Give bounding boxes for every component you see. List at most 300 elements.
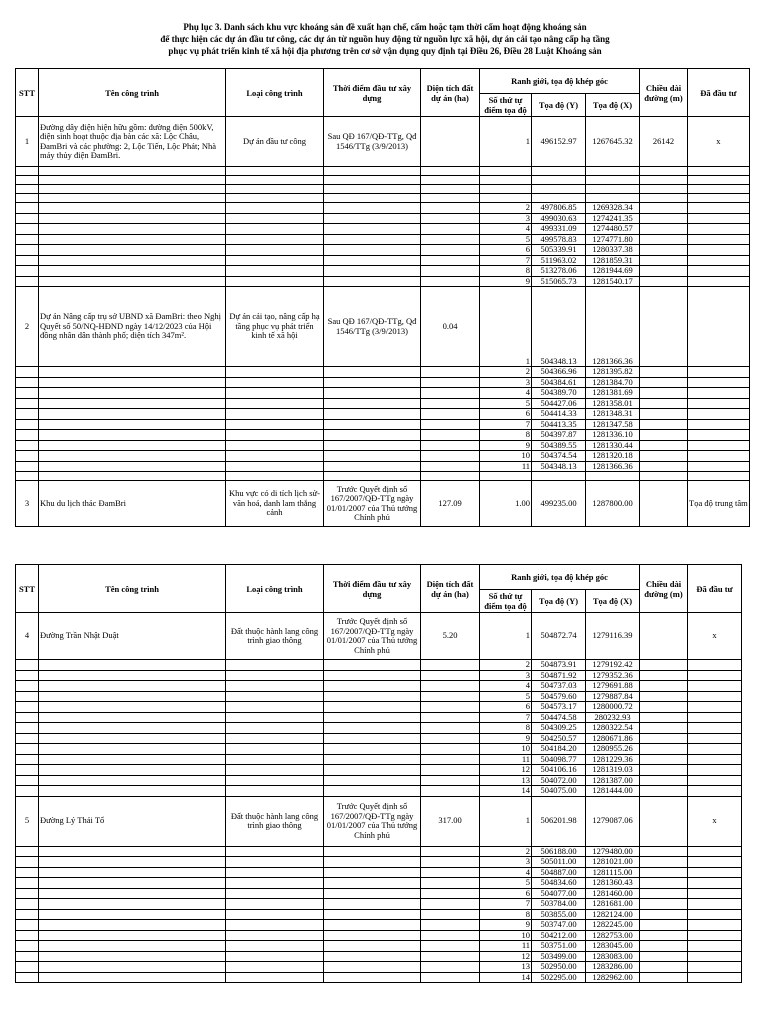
empty-cell bbox=[39, 754, 226, 765]
empty-cell bbox=[324, 203, 421, 214]
empty-cell bbox=[39, 167, 226, 176]
empty-cell bbox=[39, 409, 226, 420]
empty-cell bbox=[421, 878, 480, 889]
project-type: Đất thuộc hành lang công trình giao thông bbox=[226, 796, 324, 846]
empty-cell bbox=[16, 377, 39, 388]
empty-cell bbox=[226, 266, 324, 277]
empty-cell bbox=[324, 440, 421, 451]
coordinate-row bbox=[16, 276, 750, 287]
empty-cell bbox=[421, 702, 480, 713]
empty-cell bbox=[324, 941, 421, 952]
point-number: 7 bbox=[480, 255, 532, 266]
project-type: Dự án đầu tư công bbox=[226, 117, 324, 167]
empty-cell bbox=[324, 461, 421, 472]
empty-cell bbox=[586, 194, 640, 203]
coordinate-row bbox=[16, 951, 742, 962]
empty-cell bbox=[586, 472, 640, 481]
coordinate-x: 1279887.84 bbox=[586, 691, 640, 702]
coordinate-y: 504384.61 bbox=[532, 377, 586, 388]
empty-cell bbox=[640, 409, 688, 420]
empty-cell bbox=[16, 846, 39, 857]
header-investment-time: Thời điểm đầu tư xây dựng bbox=[324, 69, 421, 117]
header-area: Diện tích đất dự án (ha) bbox=[421, 565, 480, 613]
empty-cell bbox=[39, 972, 226, 983]
empty-cell bbox=[39, 765, 226, 776]
empty-cell bbox=[688, 702, 742, 713]
point-number: 7 bbox=[480, 712, 532, 723]
coordinate-row bbox=[16, 213, 750, 224]
invested-mark: Tọa độ trung tâm bbox=[688, 481, 750, 527]
empty-cell bbox=[688, 398, 750, 409]
coordinate-x: 1274771.80 bbox=[586, 234, 640, 245]
empty-cell bbox=[688, 185, 750, 194]
point-number: 1 bbox=[480, 287, 532, 367]
coordinate-row bbox=[16, 786, 742, 797]
empty-cell bbox=[688, 867, 742, 878]
coordinate-row bbox=[16, 409, 750, 420]
empty-cell bbox=[16, 941, 39, 952]
empty-cell bbox=[226, 951, 324, 962]
empty-cell bbox=[16, 388, 39, 399]
empty-cell bbox=[324, 867, 421, 878]
header-investment-time: Thời điểm đầu tư xây dựng bbox=[324, 565, 421, 613]
coordinate-y: 503751.00 bbox=[532, 941, 586, 952]
empty-cell bbox=[39, 670, 226, 681]
coordinate-y: 496152.97 bbox=[532, 117, 586, 167]
header-coordinate-y: Tọa độ (Y) bbox=[532, 94, 586, 117]
empty-cell bbox=[324, 185, 421, 194]
project-row bbox=[16, 287, 750, 367]
coordinate-x: 1283286.00 bbox=[586, 962, 640, 973]
coordinate-row bbox=[16, 451, 750, 462]
point-number: 13 bbox=[480, 775, 532, 786]
empty-cell bbox=[324, 744, 421, 755]
empty-cell bbox=[421, 430, 480, 441]
empty-cell bbox=[39, 451, 226, 462]
project-row bbox=[16, 117, 750, 167]
empty-cell bbox=[226, 185, 324, 194]
empty-cell bbox=[16, 167, 39, 176]
empty-cell bbox=[688, 194, 750, 203]
empty-cell bbox=[39, 213, 226, 224]
empty-cell bbox=[688, 941, 742, 952]
project-name: Dự án Nâng cấp trụ sở UBND xã ĐamBri: theo Nghị Quyết số 50/NQ-HĐND ngày 14/12/2023 của Hội đồng nhân dân thành phố; diện tích 347m². bbox=[39, 287, 226, 367]
empty-cell bbox=[421, 377, 480, 388]
header-project-name: Tên công trình bbox=[39, 565, 226, 613]
empty-cell bbox=[688, 846, 742, 857]
empty-cell bbox=[39, 234, 226, 245]
empty-cell bbox=[16, 744, 39, 755]
empty-cell bbox=[226, 775, 324, 786]
coordinate-row bbox=[16, 744, 742, 755]
empty-cell bbox=[324, 176, 421, 185]
point-number: 6 bbox=[480, 245, 532, 256]
empty-cell bbox=[39, 660, 226, 671]
coordinate-x: 1282753.00 bbox=[586, 930, 640, 941]
empty-cell bbox=[688, 440, 750, 451]
empty-cell bbox=[688, 733, 742, 744]
empty-cell bbox=[688, 419, 750, 430]
mineral-area-table-2 bbox=[15, 564, 742, 983]
empty-cell bbox=[688, 962, 742, 973]
point-number: 2 bbox=[480, 846, 532, 857]
empty-cell bbox=[688, 786, 742, 797]
empty-cell bbox=[421, 440, 480, 451]
empty-cell bbox=[640, 786, 688, 797]
empty-cell bbox=[324, 245, 421, 256]
empty-cell bbox=[688, 430, 750, 441]
coordinate-x: 1280322.54 bbox=[586, 723, 640, 734]
empty-cell bbox=[16, 930, 39, 941]
point-number: 3 bbox=[480, 670, 532, 681]
point-number: 13 bbox=[480, 962, 532, 973]
coordinate-y: 504413.35 bbox=[532, 419, 586, 430]
coordinate-row bbox=[16, 245, 750, 256]
empty-cell bbox=[640, 723, 688, 734]
project-stt: 2 bbox=[16, 287, 39, 367]
empty-cell bbox=[421, 388, 480, 399]
coordinate-x: 1281460.00 bbox=[586, 888, 640, 899]
empty-cell bbox=[421, 409, 480, 420]
empty-cell bbox=[324, 266, 421, 277]
coordinate-x: 1274480.57 bbox=[586, 224, 640, 235]
header-boundary-coordinates: Ranh giới, tọa độ khép góc bbox=[480, 565, 640, 590]
coordinate-x: 1274241.35 bbox=[586, 213, 640, 224]
project-investment-time: Trước Quyết định số 167/2007/QĐ-TTg ngày 01/01/2007 của Thủ tướng Chính phủ bbox=[324, 613, 421, 660]
empty-cell bbox=[324, 909, 421, 920]
empty-cell bbox=[226, 224, 324, 235]
empty-cell bbox=[688, 744, 742, 755]
coordinate-x: 1281115.00 bbox=[586, 867, 640, 878]
empty-cell bbox=[640, 377, 688, 388]
empty-cell bbox=[226, 920, 324, 931]
empty-cell bbox=[640, 245, 688, 256]
empty-cell bbox=[421, 255, 480, 266]
empty-cell bbox=[640, 461, 688, 472]
project-type: Đất thuộc hành lang công trình giao thông bbox=[226, 613, 324, 660]
empty-cell bbox=[16, 176, 39, 185]
empty-cell bbox=[421, 185, 480, 194]
empty-cell bbox=[16, 775, 39, 786]
empty-cell bbox=[39, 920, 226, 931]
coordinate-row bbox=[16, 203, 750, 214]
empty-cell bbox=[688, 930, 742, 941]
coordinate-y: 504309.25 bbox=[532, 723, 586, 734]
coordinate-y: 499235.00 bbox=[532, 481, 586, 527]
header-project-type: Loại công trình bbox=[226, 565, 324, 613]
empty-cell bbox=[688, 765, 742, 776]
empty-cell bbox=[39, 377, 226, 388]
empty-cell bbox=[16, 203, 39, 214]
empty-cell bbox=[226, 878, 324, 889]
empty-cell bbox=[39, 723, 226, 734]
project-name: Đường Trần Nhật Duật bbox=[39, 613, 226, 660]
coordinate-y: 499331.09 bbox=[532, 224, 586, 235]
empty-cell bbox=[39, 951, 226, 962]
coordinate-y: 504184.20 bbox=[532, 744, 586, 755]
blank-row bbox=[16, 185, 750, 194]
coordinate-y: 499578.83 bbox=[532, 234, 586, 245]
project-stt: 1 bbox=[16, 117, 39, 167]
empty-cell bbox=[421, 909, 480, 920]
empty-cell bbox=[16, 194, 39, 203]
empty-cell bbox=[324, 857, 421, 868]
empty-cell bbox=[39, 367, 226, 378]
empty-cell bbox=[226, 754, 324, 765]
empty-cell bbox=[324, 276, 421, 287]
empty-cell bbox=[640, 167, 688, 176]
coordinate-x: 1281859.31 bbox=[586, 255, 640, 266]
empty-cell bbox=[226, 176, 324, 185]
coordinate-row bbox=[16, 899, 742, 910]
empty-cell bbox=[16, 962, 39, 973]
empty-cell bbox=[16, 660, 39, 671]
empty-cell bbox=[39, 266, 226, 277]
empty-cell bbox=[421, 846, 480, 857]
empty-cell bbox=[324, 670, 421, 681]
header-coordinate-y: Tọa độ (Y) bbox=[532, 590, 586, 613]
empty-cell bbox=[226, 255, 324, 266]
empty-cell bbox=[640, 846, 688, 857]
empty-cell bbox=[16, 723, 39, 734]
empty-cell bbox=[688, 775, 742, 786]
point-number: 6 bbox=[480, 702, 532, 713]
empty-cell bbox=[39, 430, 226, 441]
empty-cell bbox=[324, 951, 421, 962]
empty-cell bbox=[226, 245, 324, 256]
coordinate-x: 1281381.69 bbox=[586, 388, 640, 399]
coordinate-x: 1281320.18 bbox=[586, 451, 640, 462]
empty-cell bbox=[39, 440, 226, 451]
coordinate-y: 503499.00 bbox=[532, 951, 586, 962]
coordinate-row bbox=[16, 941, 742, 952]
project-row bbox=[16, 796, 742, 846]
empty-cell bbox=[421, 203, 480, 214]
coordinate-x: 1280955.26 bbox=[586, 744, 640, 755]
empty-cell bbox=[640, 888, 688, 899]
title-line: để thực hiện các dự án đầu tư công, các dự án từ nguồn huy động từ nguồn lực xã hội, dự án cải tạo nâng cấp hạ tầng bbox=[160, 34, 610, 44]
coordinate-y: 504737.03 bbox=[532, 681, 586, 692]
coordinate-x: 1283083.00 bbox=[586, 951, 640, 962]
empty-cell bbox=[640, 224, 688, 235]
project-name: Đường Lý Thái Tổ bbox=[39, 796, 226, 846]
point-number: 5 bbox=[480, 234, 532, 245]
empty-cell bbox=[421, 461, 480, 472]
empty-cell bbox=[226, 213, 324, 224]
empty-cell bbox=[16, 951, 39, 962]
empty-cell bbox=[688, 224, 750, 235]
empty-cell bbox=[324, 660, 421, 671]
empty-cell bbox=[586, 176, 640, 185]
coordinate-x: 1281444.00 bbox=[586, 786, 640, 797]
empty-cell bbox=[16, 451, 39, 462]
empty-cell bbox=[39, 888, 226, 899]
coordinate-x: 1281336.10 bbox=[586, 430, 640, 441]
empty-cell bbox=[324, 398, 421, 409]
point-number: 2 bbox=[480, 660, 532, 671]
empty-cell bbox=[226, 846, 324, 857]
coordinate-row bbox=[16, 660, 742, 671]
empty-cell bbox=[226, 733, 324, 744]
blank-row bbox=[16, 472, 750, 481]
empty-cell bbox=[16, 867, 39, 878]
empty-cell bbox=[421, 941, 480, 952]
empty-cell bbox=[226, 234, 324, 245]
empty-cell bbox=[640, 176, 688, 185]
coordinate-y: 505011.00 bbox=[532, 857, 586, 868]
coordinate-x: 1281319.03 bbox=[586, 765, 640, 776]
empty-cell bbox=[324, 681, 421, 692]
coordinate-y: 503855.00 bbox=[532, 909, 586, 920]
empty-cell bbox=[226, 194, 324, 203]
empty-cell bbox=[226, 857, 324, 868]
header-boundary-coordinates: Ranh giới, tọa độ khép góc bbox=[480, 69, 640, 94]
road-length bbox=[640, 613, 688, 660]
empty-cell bbox=[39, 786, 226, 797]
coordinate-row bbox=[16, 377, 750, 388]
empty-cell bbox=[640, 255, 688, 266]
empty-cell bbox=[226, 660, 324, 671]
point-number: 1 bbox=[480, 613, 532, 660]
coordinate-row bbox=[16, 867, 742, 878]
empty-cell bbox=[421, 962, 480, 973]
empty-cell bbox=[16, 440, 39, 451]
coordinate-x: 280232.93 bbox=[586, 712, 640, 723]
empty-cell bbox=[324, 213, 421, 224]
empty-cell bbox=[688, 681, 742, 692]
empty-cell bbox=[640, 194, 688, 203]
empty-cell bbox=[226, 962, 324, 973]
empty-cell bbox=[688, 857, 742, 868]
empty-cell bbox=[16, 888, 39, 899]
header-invested: Đã đầu tư bbox=[688, 565, 742, 613]
blank-row bbox=[16, 167, 750, 176]
coordinate-y: 504397.87 bbox=[532, 430, 586, 441]
empty-cell bbox=[324, 409, 421, 420]
empty-cell bbox=[226, 888, 324, 899]
empty-cell bbox=[16, 224, 39, 235]
empty-cell bbox=[640, 691, 688, 702]
empty-cell bbox=[688, 712, 742, 723]
coordinate-row bbox=[16, 388, 750, 399]
empty-cell bbox=[324, 430, 421, 441]
point-number: 10 bbox=[480, 744, 532, 755]
empty-cell bbox=[421, 234, 480, 245]
header-project-name: Tên công trình bbox=[39, 69, 226, 117]
point-number: 6 bbox=[480, 888, 532, 899]
empty-cell bbox=[421, 951, 480, 962]
header-stt: STT bbox=[16, 565, 39, 613]
empty-cell bbox=[688, 660, 742, 671]
empty-cell bbox=[640, 765, 688, 776]
empty-cell bbox=[688, 920, 742, 931]
empty-cell bbox=[480, 194, 532, 203]
point-number: 6 bbox=[480, 409, 532, 420]
empty-cell bbox=[39, 398, 226, 409]
empty-cell bbox=[688, 276, 750, 287]
empty-cell bbox=[688, 255, 750, 266]
empty-cell bbox=[688, 888, 742, 899]
empty-cell bbox=[688, 266, 750, 277]
empty-cell bbox=[421, 419, 480, 430]
coordinate-y: 504348.13 bbox=[532, 287, 586, 367]
empty-cell bbox=[640, 930, 688, 941]
point-number: 3 bbox=[480, 213, 532, 224]
empty-cell bbox=[640, 899, 688, 910]
empty-cell bbox=[532, 472, 586, 481]
coordinate-y: 505339.91 bbox=[532, 245, 586, 256]
empty-cell bbox=[640, 367, 688, 378]
point-number: 8 bbox=[480, 723, 532, 734]
empty-cell bbox=[226, 367, 324, 378]
point-number: 10 bbox=[480, 930, 532, 941]
coordinate-x: 1287800.00 bbox=[586, 481, 640, 527]
empty-cell bbox=[324, 754, 421, 765]
coordinate-row bbox=[16, 723, 742, 734]
empty-cell bbox=[16, 754, 39, 765]
empty-cell bbox=[226, 712, 324, 723]
coordinate-y: 504887.00 bbox=[532, 867, 586, 878]
empty-cell bbox=[480, 185, 532, 194]
coordinate-x: 1281347.58 bbox=[586, 419, 640, 430]
coordinate-row bbox=[16, 754, 742, 765]
empty-cell bbox=[688, 367, 750, 378]
coordinate-row bbox=[16, 440, 750, 451]
empty-cell bbox=[16, 681, 39, 692]
empty-cell bbox=[226, 472, 324, 481]
empty-cell bbox=[39, 867, 226, 878]
empty-cell bbox=[640, 951, 688, 962]
project-investment-time: Sau QĐ 167/QĐ-TTg, Qđ 1546/TTg (3/9/2013) bbox=[324, 117, 421, 167]
project-investment-time: Sau QĐ 167/QĐ-TTg, Qđ 1546/TTg (3/9/2013) bbox=[324, 287, 421, 367]
empty-cell bbox=[226, 786, 324, 797]
mineral-area-table-1 bbox=[15, 68, 750, 527]
coordinate-y: 515065.73 bbox=[532, 276, 586, 287]
empty-cell bbox=[688, 909, 742, 920]
coordinate-x: 1279116.39 bbox=[586, 613, 640, 660]
empty-cell bbox=[688, 951, 742, 962]
empty-cell bbox=[421, 670, 480, 681]
coordinate-y: 497806.85 bbox=[532, 203, 586, 214]
empty-cell bbox=[640, 213, 688, 224]
coordinate-y: 504414.33 bbox=[532, 409, 586, 420]
empty-cell bbox=[640, 909, 688, 920]
empty-cell bbox=[421, 867, 480, 878]
empty-cell bbox=[39, 744, 226, 755]
header-road-length: Chiều dài đường (m) bbox=[640, 69, 688, 117]
empty-cell bbox=[688, 691, 742, 702]
empty-cell bbox=[324, 888, 421, 899]
project-stt: 5 bbox=[16, 796, 39, 846]
blank-row bbox=[16, 194, 750, 203]
empty-cell bbox=[586, 185, 640, 194]
empty-cell bbox=[640, 670, 688, 681]
empty-cell bbox=[421, 472, 480, 481]
empty-cell bbox=[16, 702, 39, 713]
empty-cell bbox=[421, 276, 480, 287]
invested-mark: x bbox=[688, 613, 742, 660]
coordinate-x: 1281330.44 bbox=[586, 440, 640, 451]
coordinate-row bbox=[16, 681, 742, 692]
empty-cell bbox=[421, 398, 480, 409]
coordinate-y: 504871.92 bbox=[532, 670, 586, 681]
road-length bbox=[640, 481, 688, 527]
empty-cell bbox=[16, 266, 39, 277]
empty-cell bbox=[39, 245, 226, 256]
empty-cell bbox=[640, 962, 688, 973]
empty-cell bbox=[480, 176, 532, 185]
empty-cell bbox=[640, 276, 688, 287]
